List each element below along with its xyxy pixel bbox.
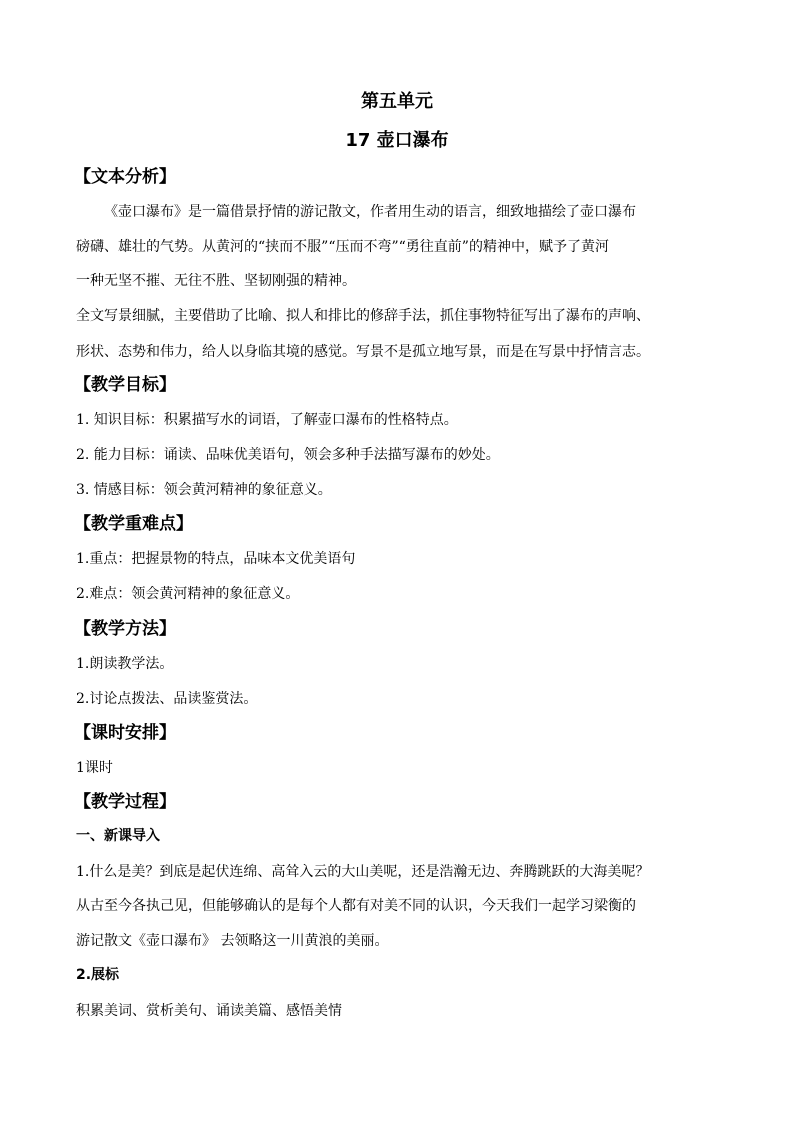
- lesson-title: 17 壶口瀑布: [345, 130, 449, 151]
- method-item: 1.朗读教学法。: [76, 656, 174, 672]
- goals-heading: 【教学目标】: [74, 375, 176, 395]
- intro-step-line: 从古至今各执己见，但能够确认的是每个人都有对美不同的认识，今天我们一起学习梁衡的: [76, 898, 636, 914]
- text-analysis-line: 《壶口瀑布》是一篇借景抒情的游记散文，作者用生动的语言，细致地描绘了壶口瀑布: [104, 204, 636, 220]
- intro-step-line: 游记散文《壶口瀑布》 去领略这一川黄浪的美丽。: [76, 933, 389, 949]
- process-heading: 【教学过程】: [74, 792, 176, 812]
- key-points-heading: 【教学重难点】: [74, 514, 193, 534]
- intro-step-line: 1.什么是美？到底是起伏连绵、高耸入云的大山美呢，还是浩瀚无边、奔腾跳跃的大海美呢？: [76, 864, 650, 880]
- schedule-heading: 【课时安排】: [74, 723, 176, 743]
- text-analysis-line: 形状、态势和伟力，给人以身临其境的感觉。写景不是孤立地写景，而是在写景中抒情言志。: [76, 344, 650, 360]
- schedule-text: 1课时: [76, 760, 113, 776]
- key-point-item: 1.重点：把握景物的特点，品味本文优美语句: [76, 551, 356, 567]
- goal-item: 3. 情感目标：领会黄河精神的象征意义。: [76, 482, 332, 498]
- text-analysis-heading: 【文本分析】: [74, 167, 176, 187]
- goal-item: 1. 知识目标：积累描写水的词语，了解壶口瀑布的性格特点。: [76, 412, 458, 428]
- unit-title: 第五单元: [361, 91, 433, 112]
- intro-step-title: 一、新课导入: [76, 828, 160, 844]
- goal-item: 2. 能力目标：诵读、品味优美语句，领会多种手法描写瀑布的妙处。: [76, 447, 500, 463]
- key-point-item: 2.难点：领会黄河精神的象征意义。: [76, 586, 300, 602]
- methods-heading: 【教学方法】: [74, 619, 176, 639]
- objectives-step-title: 2.展标: [76, 967, 120, 983]
- method-item: 2.讨论点拨法、品读鉴赏法。: [76, 691, 258, 707]
- text-analysis-line: 全文写景细腻，主要借助了比喻、拟人和排比的修辞手法，抓住事物特征写出了瀑布的声响、: [76, 308, 650, 324]
- text-analysis-line: 磅礴、雄壮的气势。从黄河的“挟而不服”“压而不弯”“勇往直前”的精神中，赋予了黄河: [76, 239, 609, 255]
- text-analysis-line: 一种无坚不摧、无往不胜、坚韧刚强的精神。: [76, 273, 356, 289]
- objectives-step-text: 积累美词、赏析美句、诵读美篇、感悟美情: [76, 1003, 342, 1019]
